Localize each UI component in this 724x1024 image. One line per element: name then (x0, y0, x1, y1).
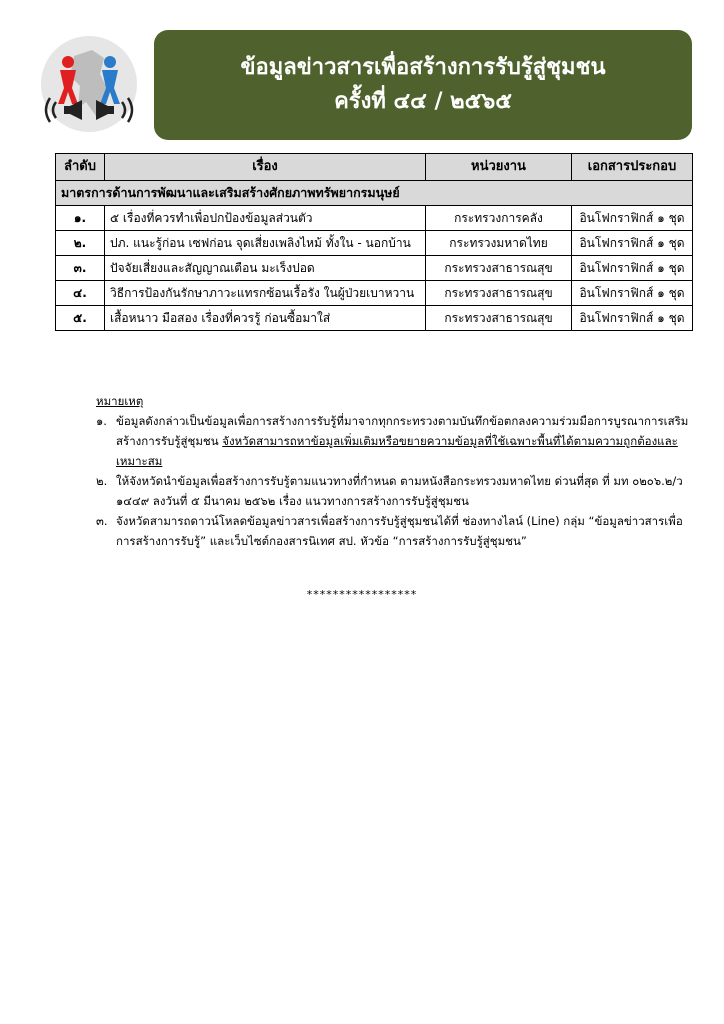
header-document: เอกสารประกอบ (572, 154, 693, 181)
notes-heading: หมายเหตุ (96, 394, 144, 408)
row-number: ๒. (56, 231, 105, 256)
note-item (96, 511, 696, 551)
header-order: ลำดับ (56, 154, 105, 181)
row-topic: ๕ เรื่องที่ควรทำเพื่อปกป้องข้อมูลส่วนตัว (105, 206, 426, 231)
note-item (96, 471, 696, 511)
row-topic: ปภ. แนะรู้ก่อน เซฟก่อน จุดเสี่ยงเพลิงไหม้ ทั้งใน - นอกบ้าน (105, 231, 426, 256)
note-text: ให้จังหวัดนำข้อมูลเพื่อสร้างการรับรู้ตามแนวทางที่กำหนด ตามหนังสือกระทรวงมหาดไทย ด่วนที่สุด ที่ มท ๐๒๐๖.๒/ว ๑๔๔๙ ลงวันที่ ๕ มีนาคม ๒๕๖๒ เรื่อง แนวทางการสร้างการรับรู้สู่ชุมชน (116, 474, 683, 508)
row-document: อินโฟกราฟิกส์ ๑ ชุด (572, 206, 693, 231)
logo-emblem-icon (34, 34, 144, 134)
row-document: อินโฟกราฟิกส์ ๑ ชุด (572, 281, 693, 306)
row-document: อินโฟกราฟิกส์ ๑ ชุด (572, 256, 693, 281)
row-agency: กระทรวงการคลัง (426, 206, 572, 231)
table-row (56, 281, 693, 306)
header-topic: เรื่อง (105, 154, 426, 181)
section-row (56, 181, 693, 206)
row-agency: กระทรวงสาธารณสุข (426, 281, 572, 306)
row-number: ๑. (56, 206, 105, 231)
row-number: ๕. (56, 306, 105, 331)
row-topic: วิธีการป้องกันรักษาภาวะแทรกซ้อนเรื้อรัง ในผู้ป่วยเบาหวาน (105, 281, 426, 306)
row-agency: กระทรวงมหาดไทย (426, 231, 572, 256)
section-title: มาตรการด้านการพัฒนาและเสริมสร้างศักยภาพทรัพยากรมนุษย์ (56, 181, 693, 206)
notes-list (96, 411, 696, 551)
note-number: ๑. (96, 414, 107, 428)
title-banner (154, 30, 692, 140)
notes-section (96, 391, 696, 551)
note-item (96, 411, 696, 471)
row-number: ๔. (56, 281, 105, 306)
note-number: ๒. (96, 474, 108, 488)
row-topic: เสื้อหนาว มือสอง เรื่องที่ควรรู้ ก่อนซื้อมาใส่ (105, 306, 426, 331)
organization-logo (34, 34, 144, 134)
table-row (56, 256, 693, 281)
table-header-row (56, 154, 693, 181)
row-agency: กระทรวงสาธารณสุข (426, 256, 572, 281)
row-document: อินโฟกราฟิกส์ ๑ ชุด (572, 306, 693, 331)
end-divider: ***************** (306, 588, 418, 601)
note-underlined-text: จังหวัดสามารถหาข้อมูลเพิ่มเติมหรือขยายความข้อมูลที่ใช้เฉพาะพื้นที่ได้ตามความถูกต้องและเหมาะสม (116, 434, 678, 468)
row-agency: กระทรวงสาธารณสุข (426, 306, 572, 331)
page-title: ข้อมูลข่าวสารเพื่อสร้างการรับรู้สู่ชุมชน (240, 55, 606, 80)
row-number: ๓. (56, 256, 105, 281)
table-row (56, 306, 693, 331)
items-table (55, 153, 693, 331)
issue-number: ครั้งที่ ๔๔ / ๒๕๖๕ (334, 89, 512, 114)
table-row (56, 206, 693, 231)
note-text: ข้อมูลดังกล่าวเป็นข้อมูลเพื่อการสร้างการรับรู้ที่มาจากทุกกระทรวงตามบันทึกข้อตกลงความร่วมมือการบูรณาการเสริมสร้างการรับรู้สู่ชุมชน (116, 414, 689, 448)
table-row (56, 231, 693, 256)
note-number: ๓. (96, 514, 108, 528)
row-document: อินโฟกราฟิกส์ ๑ ชุด (572, 231, 693, 256)
header-agency: หน่วยงาน (426, 154, 572, 181)
row-topic: ปัจจัยเสี่ยงและสัญญาณเตือน มะเร็งปอด (105, 256, 426, 281)
note-text: จังหวัดสามารถดาวน์โหลดข้อมูลข่าวสารเพื่อสร้างการรับรู้สู่ชุมชนได้ที่ ช่องทางไลน์ (Line) กลุ่ม “ข้อมูลข่าวสารเพื่อการสร้างการรับรู้” และเว็บไซต์กองสารนิเทศ สป. หัวข้อ “การสร้างการรับรู้สู่ชุมชน” (116, 514, 683, 548)
